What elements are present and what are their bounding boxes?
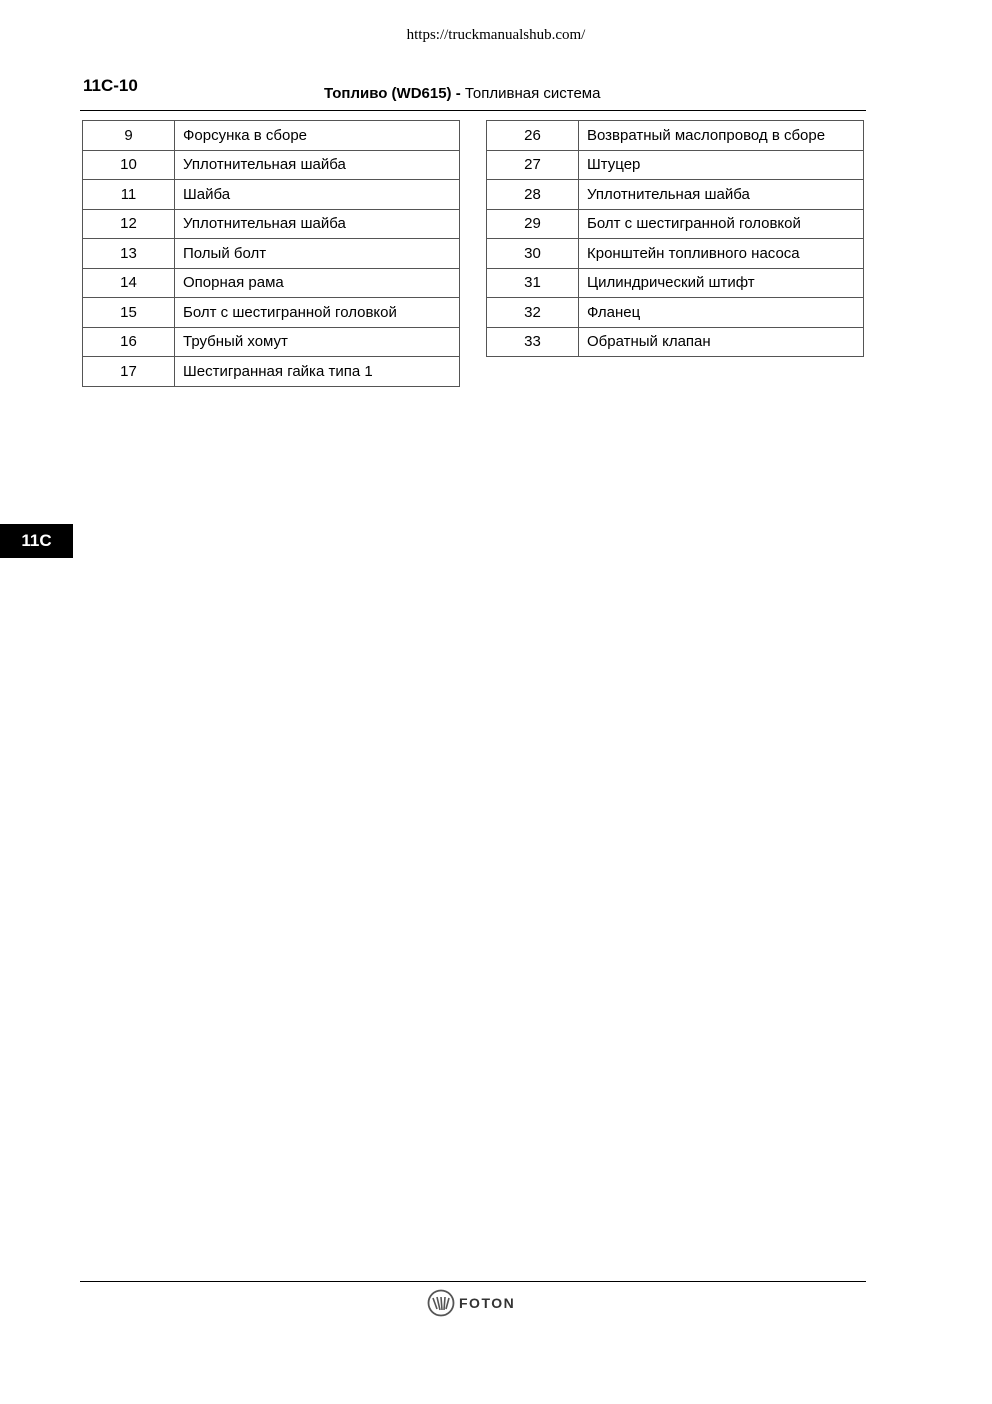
- part-number: 15: [83, 298, 175, 328]
- page-title-section: Топливо (WD615) -: [324, 85, 461, 102]
- table-row: [83, 268, 460, 298]
- foton-logo-icon: [427, 1289, 455, 1317]
- part-number: 29: [487, 209, 579, 239]
- part-name: Цилиндрический штифт: [579, 268, 864, 298]
- part-number: 11: [83, 180, 175, 210]
- page-number: 11C-10: [83, 76, 138, 95]
- part-number: 33: [487, 327, 579, 357]
- table-row: [487, 239, 864, 269]
- part-number: 14: [83, 268, 175, 298]
- part-name: Уплотнительная шайба: [579, 180, 864, 210]
- part-number: 26: [487, 121, 579, 151]
- part-number: 32: [487, 298, 579, 328]
- part-number: 31: [487, 268, 579, 298]
- part-number: 30: [487, 239, 579, 269]
- part-name: Опорная рама: [175, 268, 460, 298]
- footer-divider: [80, 1281, 866, 1282]
- table-row: [487, 121, 864, 151]
- table-row: [487, 327, 864, 357]
- part-number: 17: [83, 357, 175, 387]
- section-tab: 11C: [0, 524, 73, 558]
- part-name: Трубный хомут: [175, 327, 460, 357]
- part-name: Шайба: [175, 180, 460, 210]
- table-row: [83, 298, 460, 328]
- brand-logo-text: FOTON: [459, 1295, 516, 1311]
- brand-logo: [427, 1289, 515, 1317]
- part-name: Штуцер: [579, 150, 864, 180]
- part-number: 28: [487, 180, 579, 210]
- part-name: Шестигранная гайка типа 1: [175, 357, 460, 387]
- part-name: Кронштейн топливного насоса: [579, 239, 864, 269]
- table-row: [83, 121, 460, 151]
- table-row: [487, 150, 864, 180]
- part-name: Фланец: [579, 298, 864, 328]
- part-name: Уплотнительная шайба: [175, 209, 460, 239]
- part-number: 13: [83, 239, 175, 269]
- part-name: Обратный клапан: [579, 327, 864, 357]
- table-row: [83, 239, 460, 269]
- part-name: Болт с шестигранной головкой: [175, 298, 460, 328]
- part-number: 27: [487, 150, 579, 180]
- page-title-subsection: Топливная система: [464, 85, 601, 102]
- part-name: Полый болт: [175, 239, 460, 269]
- source-url: https://truckmanualshub.com/: [406, 27, 586, 43]
- header-divider: [80, 110, 866, 111]
- parts-table-right: [486, 120, 864, 357]
- part-name: Уплотнительная шайба: [175, 150, 460, 180]
- part-number: 12: [83, 209, 175, 239]
- part-name: Болт с шестигранной головкой: [579, 209, 864, 239]
- part-number: 10: [83, 150, 175, 180]
- part-name: Форсунка в сборе: [175, 121, 460, 151]
- table-row: [83, 180, 460, 210]
- part-number: 9: [83, 121, 175, 151]
- table-row: [83, 327, 460, 357]
- part-number: 16: [83, 327, 175, 357]
- table-row: [83, 150, 460, 180]
- table-row: [487, 180, 864, 210]
- table-row: [83, 209, 460, 239]
- table-row: [83, 357, 460, 387]
- table-row: [487, 268, 864, 298]
- table-row: [487, 298, 864, 328]
- page-title: [324, 85, 600, 102]
- parts-table-left: [82, 120, 460, 387]
- part-name: Возвратный маслопровод в сборе: [579, 121, 864, 151]
- table-row: [487, 209, 864, 239]
